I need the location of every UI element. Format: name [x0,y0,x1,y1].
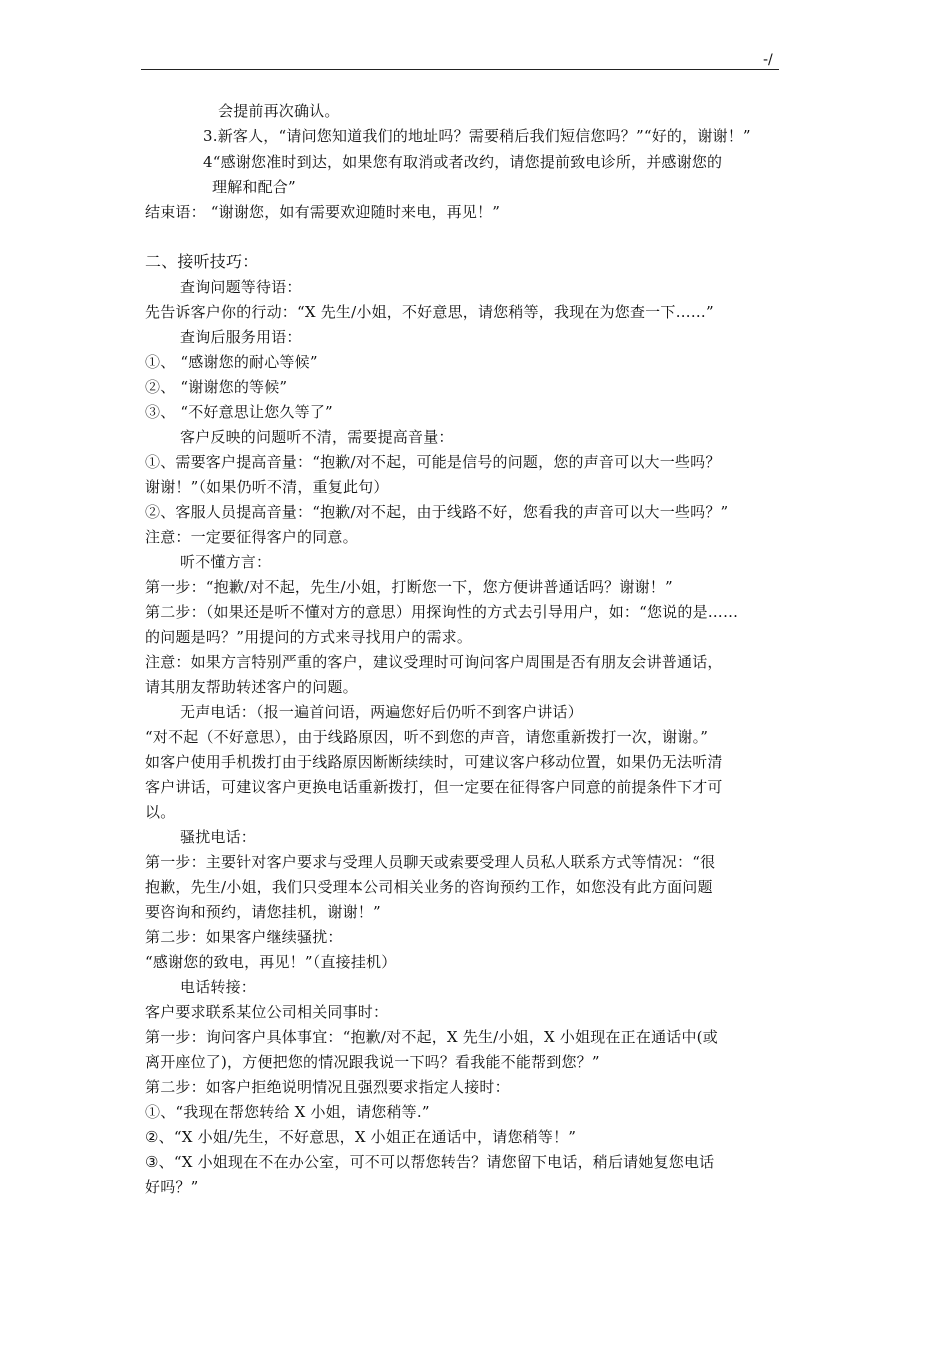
subheading: 无声电话：（报一遍首问语，两遍您好后仍听不到客户讲话） [180,703,583,721]
text-line: 抱歉，先生/小姐，我们只受理本公司相关业务的咨询预约工作，如您没有此方面问题 [145,878,713,896]
text-line: 谢谢！”（如果仍听不清，重复此句） [145,478,389,496]
text-line: 注意：如果方言特别严重的客户，建议受理时可询问客户周围是否有朋友会讲普通话， [145,653,723,671]
page-header-mark: -/ [763,52,773,68]
text-line: 第一步：主要针对客户要求与受理人员聊天或索要受理人员私人联系方式等情况：“很 [145,853,716,871]
list-item: ②、 “谢谢您的等候” [145,378,288,396]
text-line: “对不起（不好意思），由于线路原因，听不到您的声音，请您重新拨打一次，谢谢。” [145,728,709,746]
text-line: 的问题是吗？”用提问的方式来寻找用户的需求。 [145,628,473,646]
list-item: ②、“X 小姐/先生，不好意思，X 小姐正在通话中，请您稍等！” [145,1128,577,1146]
subheading: 查询问题等待语： [180,278,302,296]
subheading: 听不懂方言： [180,553,272,571]
header-rule [141,69,779,70]
text-line: 请其朋友帮助转述客户的问题。 [145,678,358,696]
list-item: ①、“我现在帮您转给 X 小姐，请您稍等.” [145,1103,430,1121]
subheading: 客户反映的问题听不清，需要提高音量： [180,428,454,446]
text-line: 第二步：如果客户继续骚扰： [145,928,343,946]
text-line: 客户要求联系某位公司相关同事时： [145,1003,389,1021]
text-line: ①、需要客户提高音量：“抱歉/对不起，可能是信号的问题，您的声音可以大一些吗？ [145,453,721,471]
text-line: 4“感谢您准时到达，如果您有取消或者改约，请您提前致电诊所，并感谢您的 [203,153,723,171]
text-line: 客户讲话，可建议客户更换电话重新拨打，但一定要在征得客户同意的前提条件下才可 [145,778,723,796]
text-line: “感谢您的致电，再见！”（直接挂机） [145,953,397,971]
text-line: 要咨询和预约，请您挂机，谢谢！” [145,903,381,921]
subheading: 骚扰电话： [180,828,257,846]
text-line: 如客户使用手机拨打由于线路原因断断续续时，可建议客户移动位置，如果仍无法听清 [145,753,723,771]
text-line: 以。 [145,803,176,821]
text-line: 结束语： “谢谢您，如有需要欢迎随时来电，再见！” [145,203,501,221]
text-line: 第一步：询问客户具体事宜：“抱歉/对不起，X 先生/小姐，X 小姐现在正在通话中(或 [145,1028,718,1046]
text-line: 第一步：“抱歉/对不起，先生/小姐，打断您一下，您方便讲普通话吗？谢谢！” [145,578,673,596]
text-line: 好吗？” [145,1178,199,1196]
text-line: 第二步：（如果还是听不懂对方的意思）用探询性的方式去引导用户，如：“您说的是…… [145,603,739,621]
subheading: 电话转接： [180,978,257,996]
list-item: ③、 “不好意思让您久等了” [145,403,333,421]
section-heading: 二、接听技巧： [145,252,259,271]
text-line: ②、客服人员提高音量：“抱歉/对不起，由于线路不好，您看我的声音可以大一些吗？” [145,503,729,521]
list-item: ①、 “感谢您的耐心等候” [145,353,318,371]
list-item: ③、“X 小姐现在不在办公室，可不可以帮您转告？请您留下电话，稍后请她复您电话 [145,1153,715,1171]
subheading: 查询后服务用语： [180,328,302,346]
text-line: 第二步：如客户拒绝说明情况且强烈要求指定人接时： [145,1078,510,1096]
text-line: 离开座位了)，方便把您的情况跟我说一下吗？看我能不能帮到您？” [145,1053,600,1071]
text-line: 注意：一定要征得客户的同意。 [145,528,358,546]
text-line: 理解和配合” [212,178,296,196]
text-line: 先告诉客户你的行动：“X 先生/小姐，不好意思，请您稍等，我现在为您查一下……” [145,303,714,321]
text-line: 3.新客人，“请问您知道我们的地址吗？需要稍后我们短信您吗？”“好的，谢谢！” [203,127,751,145]
text-line: 会提前再次确认。 [218,102,340,120]
